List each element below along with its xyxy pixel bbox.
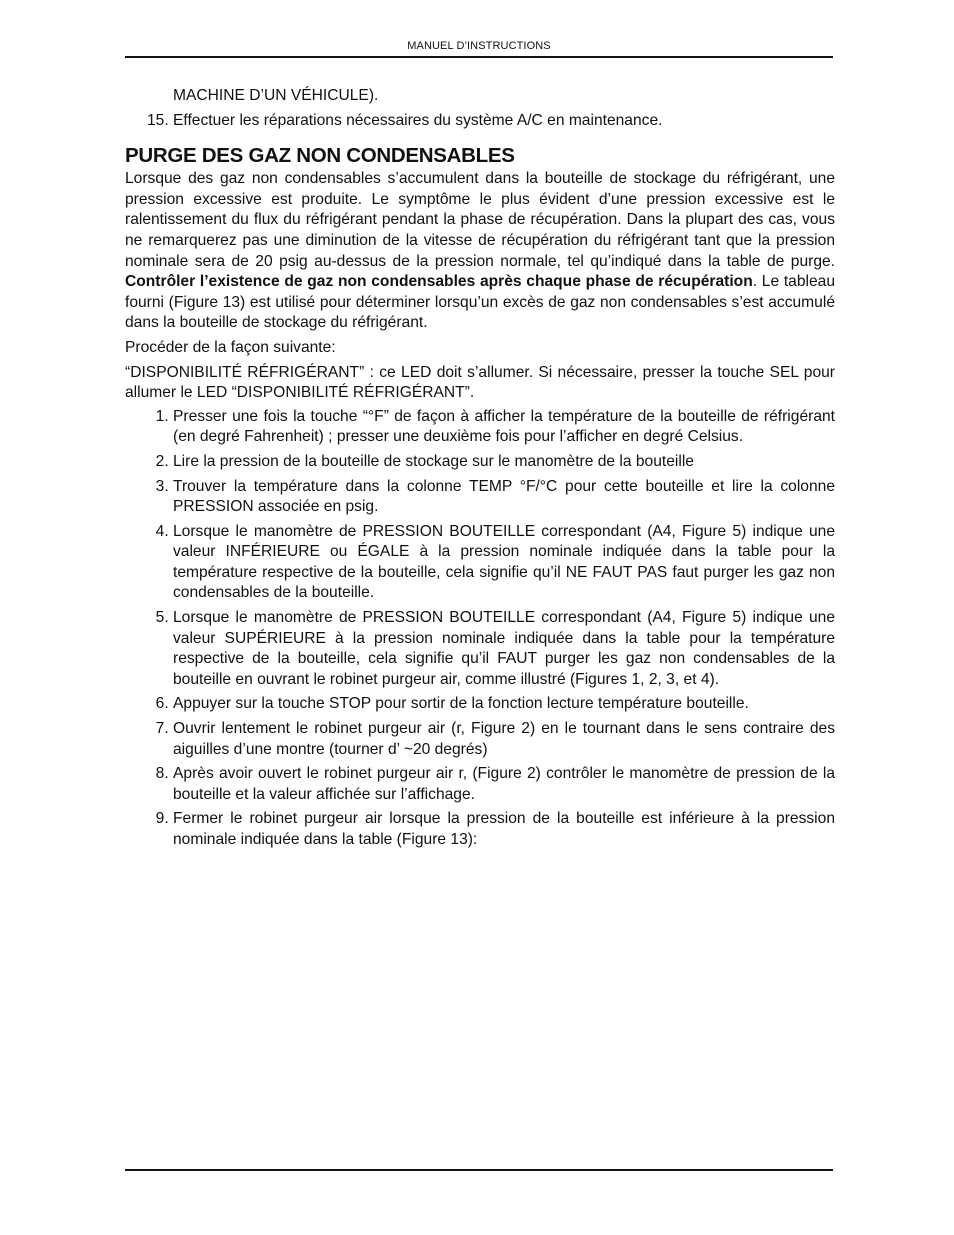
list-item-text: Fermer le robinet purgeur air lorsque la pression de la bouteille est inférieure à la pression nominale indiquée dans la table (Figure 13): <box>173 810 835 848</box>
list-item <box>125 764 835 805</box>
list-item-text: Trouver la température dans la colonne TEMP °F/°C pour cette bouteille et lire la colonne PRESSION associée en psig. <box>173 477 835 516</box>
list-item-text: Presser une fois la touche “°F” de façon à afficher la température de la bouteille de réfrigérant (en degré Fahrenheit) ; presser une deuxième fois pour l’afficher en degré Celsius. <box>173 407 835 446</box>
list-item-text: Ouvrir lentement le robinet purgeur air (r, Figure 2) en le tournant dans le sens contraire des aiguilles d’une montre (tourner d’ ~20 degrés) <box>173 720 835 758</box>
list-item-number: 15. <box>146 111 169 129</box>
steps-list <box>125 407 835 851</box>
paragraph-intro-text: Lorsque des gaz non condensables s’accumulent dans la bouteille de stockage du réfrigérant, une pression excessive est produite. Le symptôme le plus évident d’une pression excessive est le ralentissement du flux du réfrigérant pendant la phase de récupération. Dans la plupart des cas, vous ne remarquerez pas une diminution de la vitesse de récupération du réfrigérant tant que la pression nominale sera de 20 psig au-dessus de la pression normale, tel qu’indiqué dans la table de purge. <box>125 170 835 270</box>
list-item <box>125 809 835 850</box>
paragraph-intro <box>125 169 835 334</box>
list-item-number: 4. <box>155 522 169 540</box>
footer-rule <box>125 1169 833 1171</box>
list-item-number: 9. <box>155 810 169 828</box>
list-item-text: Lorsque le manomètre de PRESSION BOUTEILLE correspondant (A4, Figure 5) indique une valeur SUPÉRIEURE à la pression nominale indiquée dans la table pour la température respective de la bouteille, cela signifie qu’il FAUT purger les gaz non condensables de la bouteille en ouvrant le robinet purgeur air, comme illustré (Figures 1, 2, 3, et 4). <box>173 609 835 688</box>
paragraph-intro-text-end: . Le tableau fourni (Figure 13) est utilisé pour déterminer lorsqu’un excès de gaz non condensables s’est accumulé dans la bouteille de stockage du réfrigérant. <box>125 273 835 332</box>
list-item <box>125 719 835 760</box>
list-item-number: 7. <box>155 720 169 738</box>
list-item <box>125 522 835 604</box>
paragraph-intro-bold: Contrôler l’existence de gaz non condensables après chaque phase de récupération <box>125 273 753 291</box>
list-item-number: 2. <box>155 452 169 470</box>
list-item-text: Effectuer les réparations nécessaires du système A/C en maintenance. <box>173 111 663 129</box>
list-item-text: Lorsque le manomètre de PRESSION BOUTEILLE correspondant (A4, Figure 5) indique une valeur INFÉRIEURE ou ÉGALE à la pression nominale indiquée dans la table pour la température respective de la bouteille, cela signifie qu’il NE FAUT PAS faut purger les gaz non condensables de la bouteille. <box>173 522 835 602</box>
running-header: MANUEL D’INSTRUCTIONS <box>407 40 551 52</box>
section-title: PURGE DES GAZ NON CONDENSABLES <box>125 144 515 168</box>
list-item <box>125 407 835 448</box>
list-item-number: 6. <box>155 695 169 713</box>
header-rule <box>125 56 833 58</box>
list-item-15 <box>125 111 835 132</box>
list-continuation: MACHINE D’UN VÉHICULE). <box>173 87 379 104</box>
paragraph-procedure: Procéder de la façon suivante: <box>125 338 336 356</box>
list-item <box>125 452 835 473</box>
list-item-number: 8. <box>155 765 169 783</box>
list-item-text: Lire la pression de la bouteille de stockage sur le manomètre de la bouteille <box>173 452 694 470</box>
list-item-number: 1. <box>155 407 169 425</box>
list-item <box>125 608 835 690</box>
list-item-text: Appuyer sur la touche STOP pour sortir de la fonction lecture température bouteille. <box>173 695 749 713</box>
page-content <box>125 86 835 851</box>
paragraph-led: “DISPONIBILITÉ RÉFRIGÉRANT” : ce LED doit s’allumer. Si nécessaire, presser la touche SEL pour allumer le LED “DISPONIBILITÉ RÉFRIGÉRANT”. <box>125 363 835 402</box>
list-item-number: 3. <box>155 477 169 495</box>
list-item-text: Après avoir ouvert le robinet purgeur air r, (Figure 2) contrôler le manomètre de pression de la bouteille et la valeur affichée sur l’affichage. <box>173 765 835 803</box>
list-item <box>125 477 835 518</box>
list-item-number: 5. <box>155 609 169 627</box>
list-item <box>125 694 835 715</box>
